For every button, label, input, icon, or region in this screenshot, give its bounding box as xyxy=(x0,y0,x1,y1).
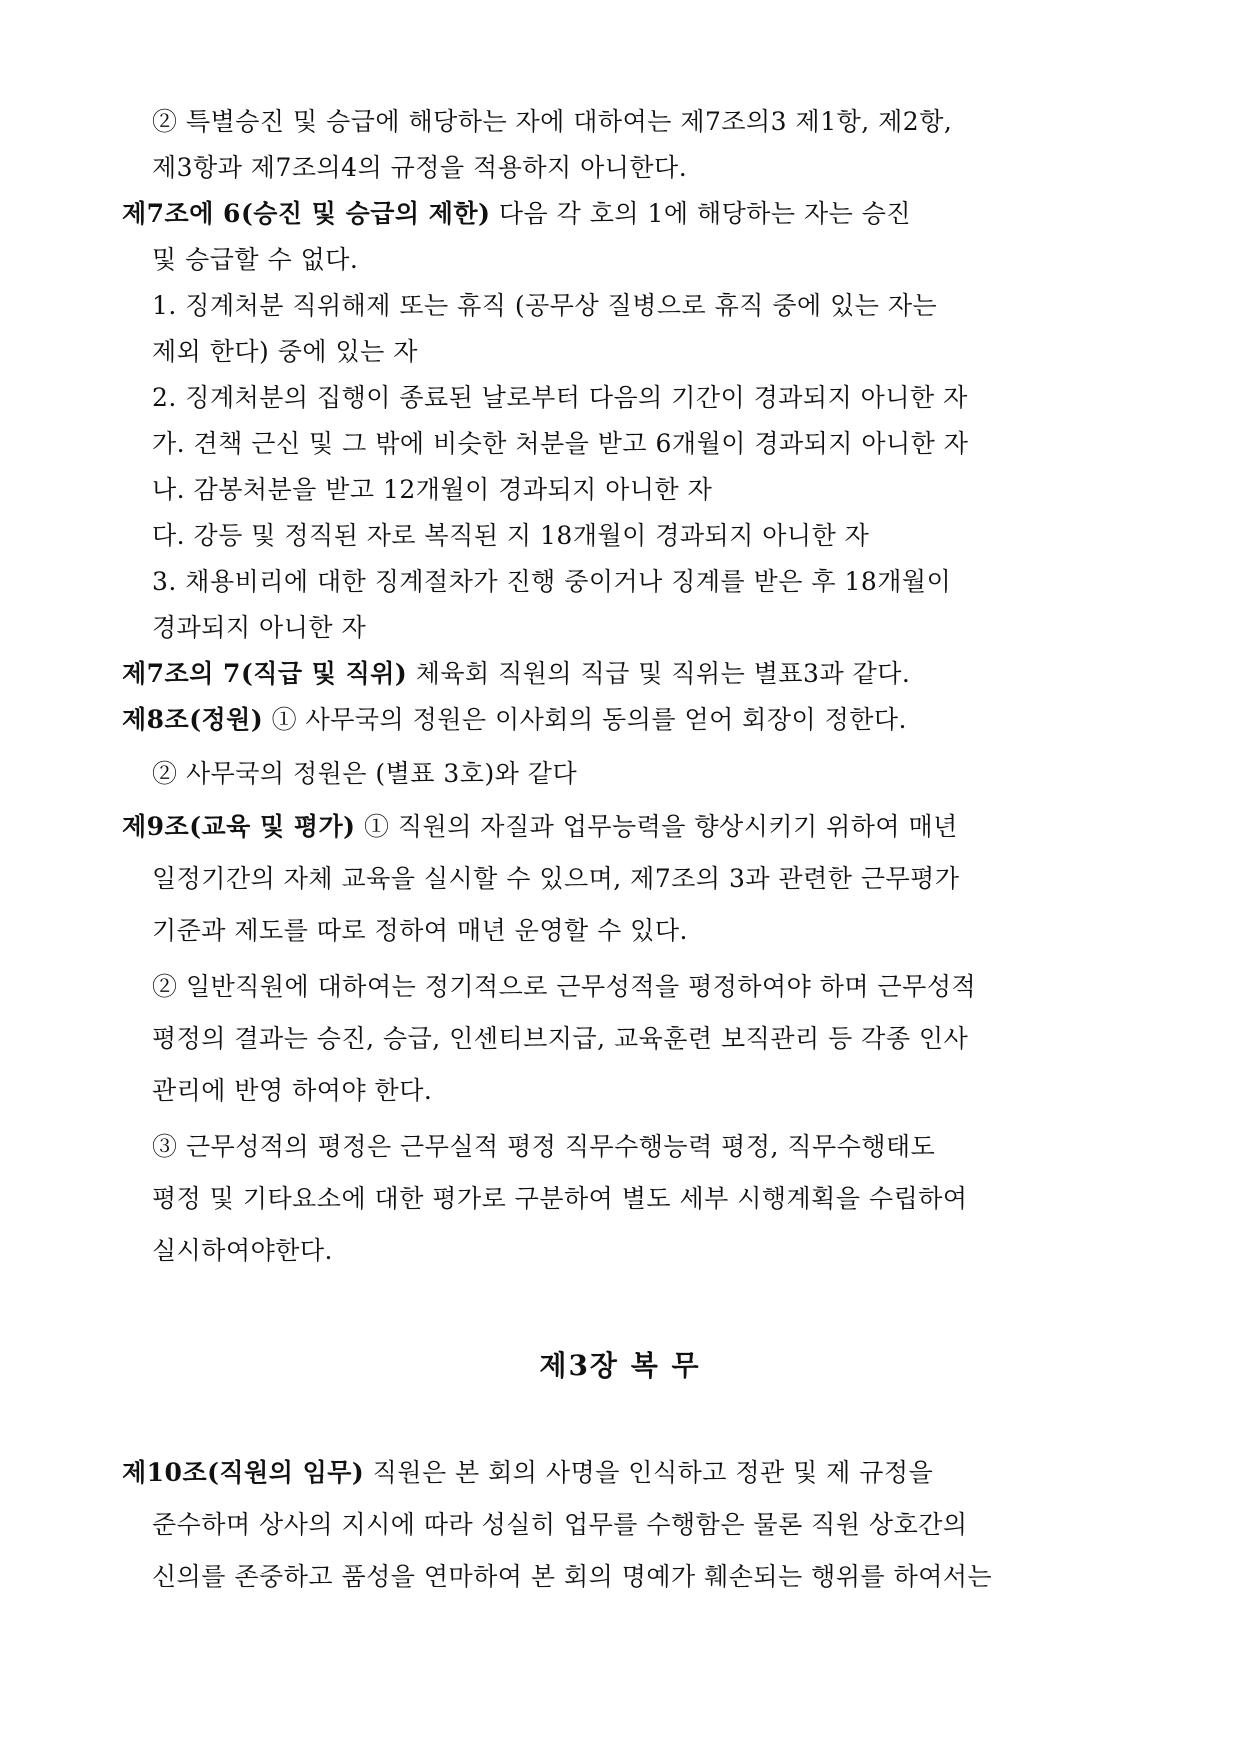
paragraph-line: 기준과 제도를 따로 정하여 매년 운영할 수 있다. xyxy=(152,916,688,945)
list-item: 가. 견책 근신 및 그 밖에 비슷한 처분을 받고 6개월이 경과되지 아니한 자 xyxy=(152,429,969,458)
paragraph-line: 준수하며 상사의 지시에 따라 성실히 업무를 수행함은 물론 직원 상호간의 xyxy=(152,1510,968,1539)
article-heading: 제9조(교육 및 평가) xyxy=(122,812,356,841)
article-7-7 xyxy=(122,657,910,691)
paragraph-line: ② 사무국의 정원은 (별표 3호)와 같다 xyxy=(152,759,578,788)
paragraph-line: 신의를 존중하고 품성을 연마하여 본 회의 명예가 훼손되는 행위를 하여서는 xyxy=(152,1562,993,1591)
paragraph-line: ② 일반직원에 대하여는 정기적으로 근무성적을 평정하여야 하며 근무성적 xyxy=(152,972,977,1001)
article-heading: 제8조(정원) xyxy=(122,705,264,734)
paragraph-line: 실시하여야한다. xyxy=(152,1236,333,1265)
paragraph-line: 관리에 반영 하여야 한다. xyxy=(152,1076,433,1105)
article-heading: 제7조에 6(승진 및 승급의 제한) xyxy=(122,199,491,228)
article-text: ① 직원의 자질과 업무능력을 향상시키기 위하여 매년 xyxy=(355,812,958,841)
paragraph-line: ③ 근무성적의 평정은 근무실적 평정 직무수행능력 평정, 직무수행태도 xyxy=(152,1132,936,1161)
paragraph-line: 일정기간의 자체 교육을 실시할 수 있으며, 제7조의 3과 관련한 근무평가 xyxy=(152,864,960,893)
paragraph-line: 평정 및 기타요소에 대한 평가로 구분하여 별도 세부 시행계획을 수립하여 xyxy=(152,1184,968,1213)
article-7-6 xyxy=(122,197,911,231)
article-text: ① 사무국의 정원은 이사회의 동의를 얻어 회장이 정한다. xyxy=(263,705,907,734)
list-item: 나. 감봉처분을 받고 12개월이 경과되지 아니한 자 xyxy=(152,475,713,504)
article-10 xyxy=(122,1456,933,1490)
article-8 xyxy=(122,703,907,737)
paragraph-line: 및 승급할 수 없다. xyxy=(152,245,359,274)
paragraph-line: 제외 한다) 중에 있는 자 xyxy=(152,337,418,366)
list-item: 2. 징계처분의 집행이 종료된 날로부터 다음의 기간이 경과되지 아니한 자 xyxy=(152,383,968,412)
article-heading: 제7조의 7(직급 및 직위) xyxy=(122,659,408,688)
list-item: 3. 채용비리에 대한 징계절차가 진행 중이거나 징계를 받은 후 18개월이 xyxy=(152,567,952,596)
chapter-heading: 제3장 복 무 xyxy=(539,1349,701,1382)
article-text: 다음 각 호의 1에 해당하는 자는 승진 xyxy=(490,199,912,228)
paragraph-line: 제3항과 제7조의4의 규정을 적용하지 아니한다. xyxy=(152,153,688,182)
paragraph-line: 경과되지 아니한 자 xyxy=(152,613,367,642)
article-heading: 제10조(직원의 임무) xyxy=(122,1458,365,1487)
paragraph-line: ② 특별승진 및 승급에 해당하는 자에 대하여는 제7조의3 제1항, 제2항, xyxy=(152,107,953,136)
article-text: 직원은 본 회의 사명을 인식하고 정관 및 제 규정을 xyxy=(364,1458,934,1487)
list-item: 다. 강등 및 정직된 자로 복직된 지 18개월이 경과되지 아니한 자 xyxy=(152,521,870,550)
paragraph-line: 평정의 결과는 승진, 승급, 인센티브지급, 교육훈련 보직관리 등 각종 인사 xyxy=(152,1024,969,1053)
article-9 xyxy=(122,810,958,844)
list-item: 1. 징계처분 직위해제 또는 휴직 (공무상 질병으로 휴직 중에 있는 자는 xyxy=(152,291,938,320)
article-text: 체육회 직원의 직급 및 직위는 별표3과 같다. xyxy=(407,659,911,688)
